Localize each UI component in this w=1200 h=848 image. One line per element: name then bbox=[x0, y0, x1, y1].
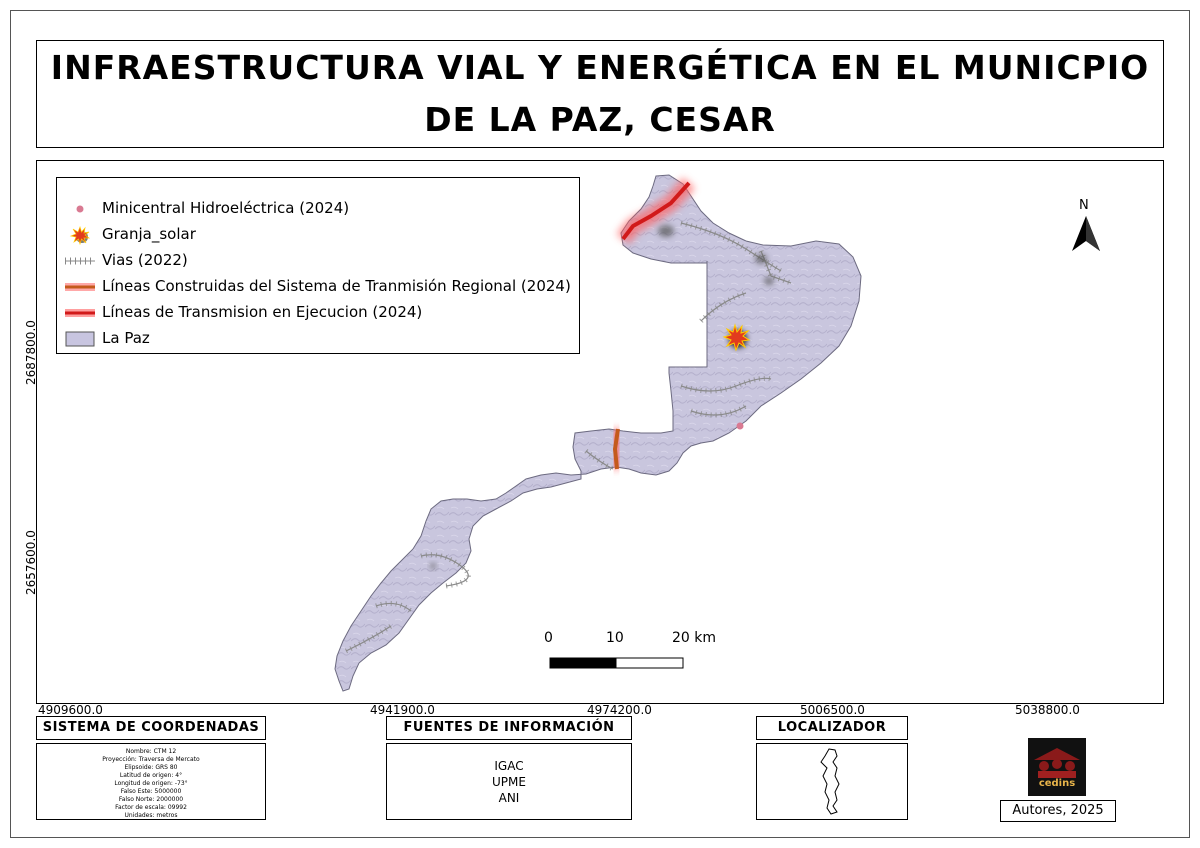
legend-item-solar bbox=[57, 222, 579, 248]
logo bbox=[1028, 738, 1086, 796]
polygon-fill-icon bbox=[63, 329, 97, 349]
starburst-icon bbox=[63, 225, 97, 245]
scale-label-20: 20 km bbox=[672, 630, 717, 646]
orange-line-icon bbox=[63, 277, 97, 297]
legend-item-built-lines bbox=[57, 274, 579, 300]
scale-label-10: 10 bbox=[606, 630, 624, 646]
x-tick-4: 5006500.0 bbox=[800, 703, 865, 717]
legend-label-built-lines: Líneas Construidas del Sistema de Tranmisión Regional (2024) bbox=[102, 277, 571, 295]
transmission-built-line bbox=[615, 429, 618, 469]
crs-line: Latitud de origen: 4° bbox=[119, 772, 183, 779]
y-tick-1: 2687800.0 bbox=[24, 320, 38, 385]
sources-panel bbox=[386, 743, 632, 820]
crs-panel bbox=[36, 743, 266, 820]
crs-line: Unidades: metros bbox=[124, 812, 178, 819]
authors-text: Autores, 2025 bbox=[1012, 803, 1104, 818]
legend-label-solar: Granja_solar bbox=[102, 225, 196, 243]
logo-text: cedins bbox=[1038, 778, 1076, 789]
locator-header: LOCALIZADOR bbox=[756, 716, 908, 740]
map-title: INFRAESTRUCTURA VIAL Y ENERGÉTICA EN EL MUNICPIO DE LA PAZ, CESAR bbox=[50, 48, 1150, 139]
sources-header: FUENTES DE INFORMACIÓN bbox=[386, 716, 632, 740]
legend-item-hydro bbox=[57, 196, 579, 222]
legend-label-exec-lines: Líneas de Transmision en Ejecucion (2024) bbox=[102, 303, 423, 321]
crs-line: Factor de escala: 09992 bbox=[115, 804, 187, 811]
scale-bar bbox=[550, 658, 683, 668]
source-item: ANI bbox=[498, 791, 520, 805]
legend-item-lapaz bbox=[57, 326, 579, 352]
north-label: N bbox=[1079, 198, 1089, 213]
crs-line: Elipsoide: GRS 80 bbox=[124, 764, 178, 771]
source-item: IGAC bbox=[494, 759, 524, 773]
crs-line: Nombre: CTM 12 bbox=[125, 748, 177, 755]
x-tick-2: 4941900.0 bbox=[370, 703, 435, 717]
x-tick-3: 4974200.0 bbox=[587, 703, 652, 717]
crs-line: Longitud de origen: -73° bbox=[114, 780, 188, 787]
x-tick-1: 4909600.0 bbox=[38, 703, 103, 717]
source-item: UPME bbox=[492, 775, 526, 789]
railway-hatch-icon bbox=[63, 251, 97, 271]
x-tick-5: 5038800.0 bbox=[1015, 703, 1080, 717]
pink-dot-icon bbox=[63, 199, 97, 219]
north-arrow bbox=[1072, 216, 1100, 251]
legend-item-roads bbox=[57, 248, 579, 274]
legend-label-lapaz: La Paz bbox=[102, 329, 150, 347]
red-line-icon bbox=[63, 303, 97, 323]
crs-header: SISTEMA DE COORDENADAS bbox=[36, 716, 266, 740]
y-tick-2: 2657600.0 bbox=[24, 530, 38, 595]
crs-line: Falso Norte: 2000000 bbox=[118, 796, 184, 803]
authors-box bbox=[1000, 800, 1116, 822]
legend-item-exec-lines bbox=[57, 300, 579, 326]
locator-map bbox=[757, 744, 907, 819]
locator-panel bbox=[756, 743, 908, 820]
hydro-plant-marker[interactable] bbox=[737, 423, 744, 430]
legend-label-roads: Vias (2022) bbox=[102, 251, 188, 269]
legend bbox=[56, 177, 580, 354]
scale-label-0: 0 bbox=[544, 630, 553, 646]
legend-label-hydro: Minicentral Hidroeléctrica (2024) bbox=[102, 199, 350, 217]
title-box bbox=[36, 40, 1164, 148]
crs-line: Proyección: Traversa de Mercato bbox=[102, 756, 200, 763]
crs-line: Falso Este: 5000000 bbox=[120, 788, 182, 795]
